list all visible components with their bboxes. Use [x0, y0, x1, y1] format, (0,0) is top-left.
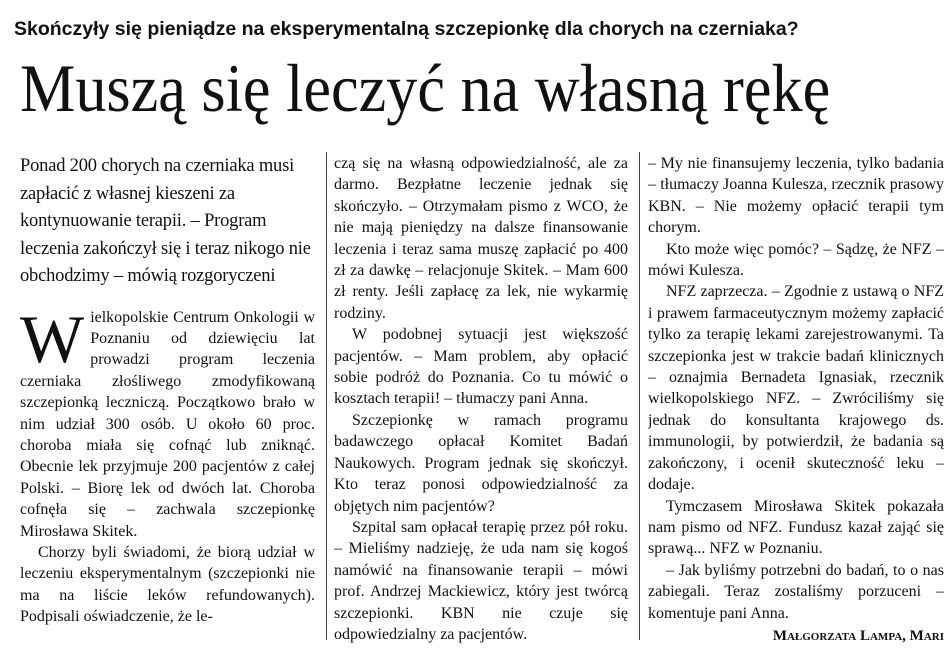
article-paragraph [20, 300, 315, 542]
article-paragraph: Szczepionkę w ramach programu badawczego opłacał Komitet Badań Naukowych. Program jednak się skończył. Kto teraz ponosi odpowiedzialność za objętych nim pacjentów? [334, 411, 628, 515]
article-paragraph: czą się na własną odpowiedzialność, ale za darmo. Bezpłatne leczenie jednak się skończyło. – Otrzymałam pismo z WCO, że nie mają pieniędzy na dalsze finansowanie leczenia i teraz sama muszę zapłacić po 400 zł za dawkę – relacjonuje Skitek. – Mam 600 zł renty. Jeśli zapłacę za lek, nie wykarmię rodziny. [334, 155, 628, 322]
article-column-1 [20, 153, 315, 628]
article-paragraph: W podobnej sytuacji jest większość pacjentów. – Mam problem, aby opłacić sobie podróż do Poznania. Co tu mówić o kosztach terapii! – tłumaczy pani Anna. [334, 326, 628, 408]
article-paragraph: NFZ zaprzecza. – Zgodnie z ustawą o NFZ i prawem farmaceutycznym możemy zapłacić tylko za terapię lekami zarejestrowanymi. Ta szczepionka jest w trakcie badań klinicznych – oznajmia Bernadeta Ignasiak, rzecznik wielkopolskiego NFZ. – Zwróciliśmy się jednak do konsultanta krajowego ds. immunologii, by potwierdził, że badania są zakończony, i ocenił skuteczność leku – dodaje. [648, 283, 944, 494]
article-column-3 [648, 153, 944, 653]
column-rule-2 [639, 152, 640, 640]
article-headline: Muszą się leczyć na własną rękę [20, 50, 831, 126]
article-byline: Małgorzata Lampa, Mari [772, 627, 944, 644]
article-paragraph: – Jak byliśmy potrzebni do badań, to o nas zabiegali. Teraz zostaliśmy porzuceni – komentuje pani Anna. [648, 561, 944, 622]
article-lead: Ponad 200 chorych na czerniaka musi zapłacić z własnej kieszeni za kontynuowanie terapii. – Program leczenia zakończył się i teraz nikogo nie obchodzimy – mówią rozgoryczeni [20, 156, 311, 286]
column-rule-1 [326, 152, 327, 640]
article-column-2 [334, 153, 628, 645]
article-paragraph: Tymczasem Mirosława Skitek pokazała nam pismo od NFZ. Fundusz kazał zająć się sprawą... NFZ w Poznaniu. [648, 497, 944, 558]
article-paragraph: – My nie finansujemy leczenia, tylko badania – tłumaczy Joanna Kulesza, rzecznik prasowy KBN. – Nie możemy opłacić terapii tym chorym. [648, 155, 944, 237]
drop-cap: W [20, 300, 85, 377]
article-paragraph: Kto może więc pomóc? – Sądzę, że NFZ – mówi Kulesza. [648, 240, 944, 280]
article-kicker: Skończyły się pieniądze na eksperymentalną szczepionkę dla chorych na czerniaka? [14, 18, 799, 40]
article-paragraph: Szpital sam opłacał terapię przez pół roku. – Mieliśmy nadzieję, że uda nam się kogoś namówić na finansowanie terapii – mówi prof. Andrzej Mackiewicz, który jest twórcą szczepionki. KBN nie czuje się odpowiedzialny za pacjentów. [334, 518, 628, 643]
paragraph-text: ielkopolskie Centrum Onkologii w Poznaniu od dziewięciu lat prowadzi program leczenia czerniaka złośliwego zmodyfikowaną szczepionką leczniczą. Początkowo brało w nim udział 300 osób. U około 60 proc. choroba miała się cofnąć lub zniknąć. Obecnie lek przyjmuje 200 pacjentów z całej Polski. – Biorę lek od dwóch lat. Choroba cofnęła się – zachwala szczepionkę Mirosława Skitek. [20, 308, 315, 540]
article-paragraph: Chorzy byli świadomi, że biorą udział w leczeniu eksperymentalnym (szczepionki nie ma na liście leków refundowanych). Podpisali oświadczenie, że le- [20, 543, 315, 626]
